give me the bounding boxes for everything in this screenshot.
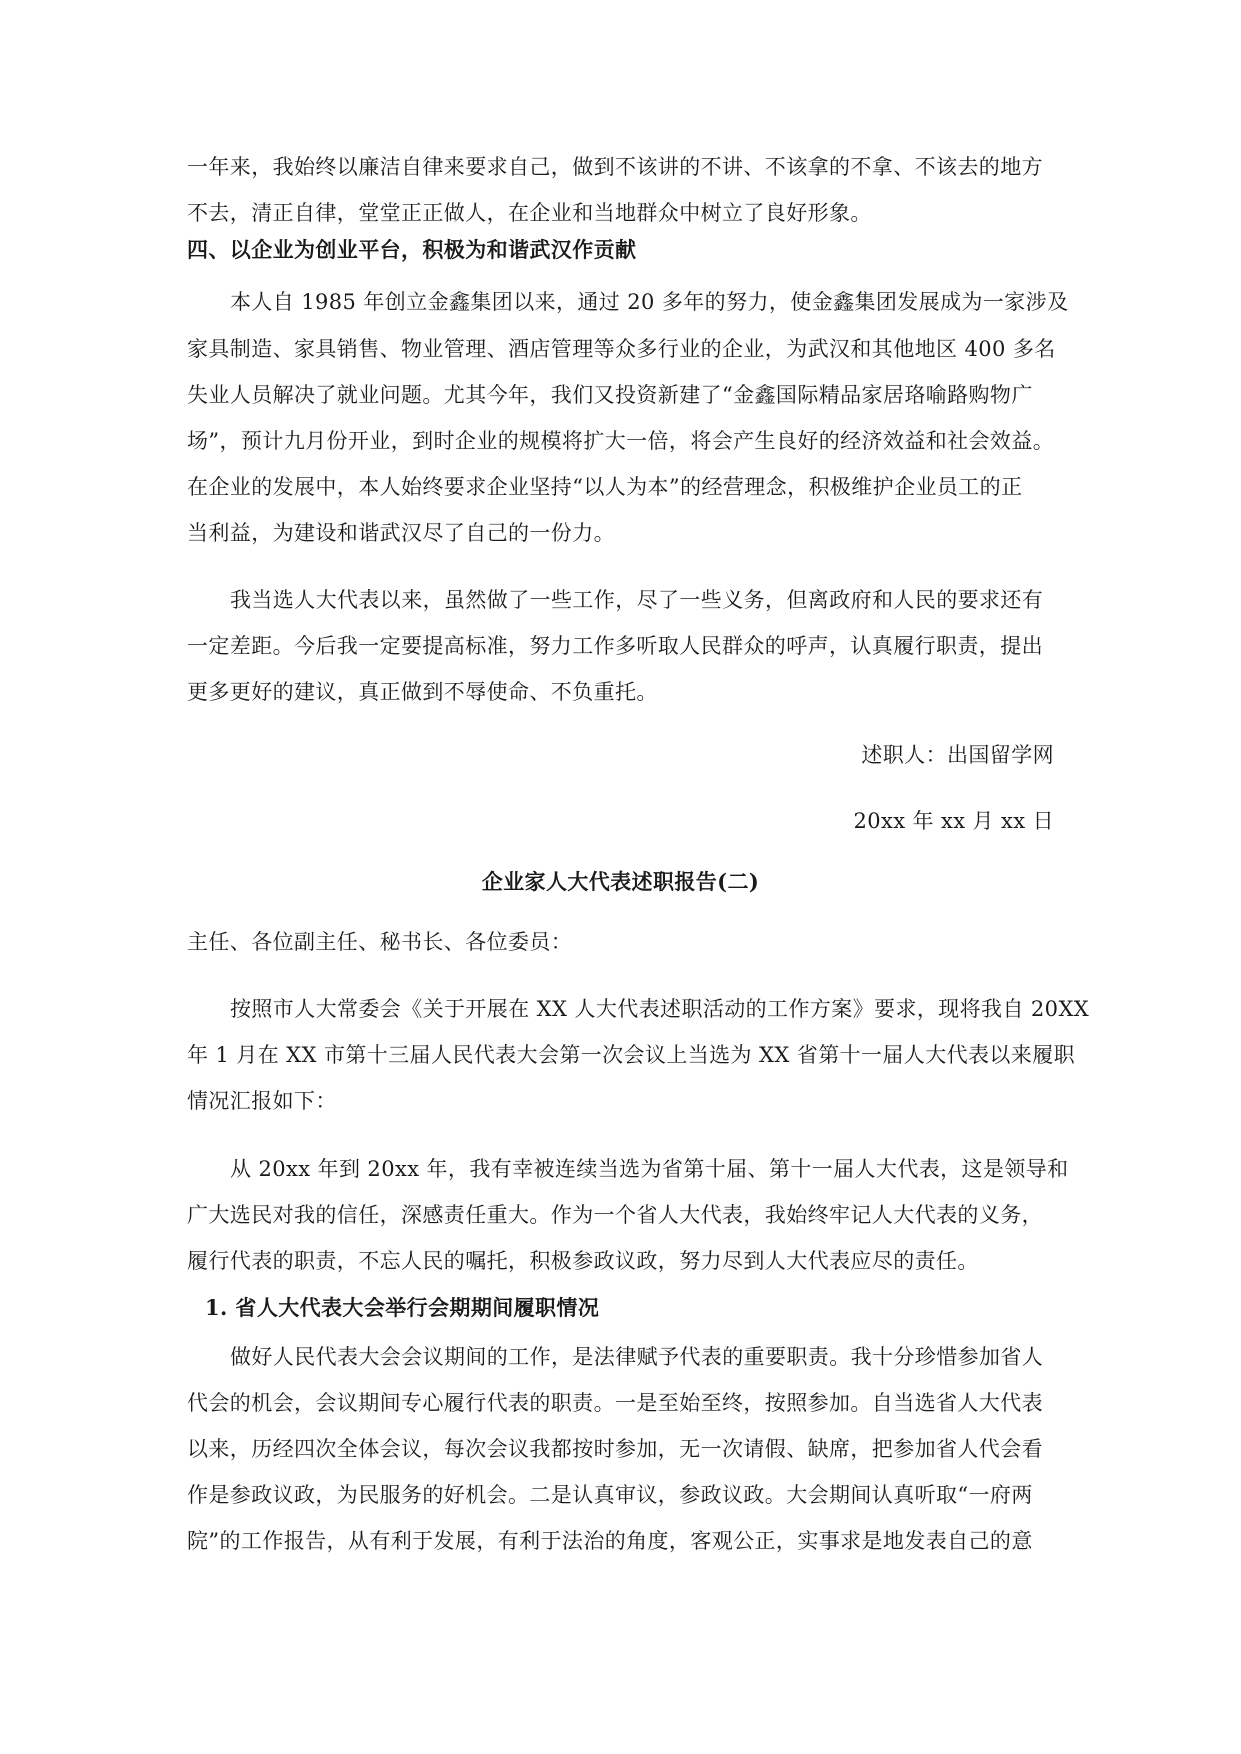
paragraph-line: 代会的机会，会议期间专心履行代表的职责。一是至始至终，按照参加。自当选省人大代表 <box>187 1391 1043 1415</box>
section-heading-4: 四、以企业为创业平台，积极为和谐武汉作贡献 <box>187 237 637 262</box>
paragraph-line: 场”，预计九月份开业，到时企业的规模将扩大一倍，将会产生良好的经济效益和社会效益。 <box>187 429 1055 453</box>
paragraph-line: 年 1 月在 XX 市第十三届人民代表大会第一次会议上当选为 XX 省第十一届人大代表以来履职 <box>187 1043 1076 1067</box>
paragraph-line: 失业人员解决了就业问题。尤其今年，我们又投资新建了“金鑫国际精品家居珞喻路购物广 <box>187 383 1033 407</box>
paragraph-line: 广大选民对我的信任，深感责任重大。作为一个省人大代表，我始终牢记人大代表的义务， <box>187 1203 1043 1227</box>
paragraph-line: 在企业的发展中，本人始终要求企业坚持“以人为本”的经营理念，积极维护企业员工的正 <box>187 475 1023 499</box>
paragraph-line: 院”的工作报告，从有利于发展，有利于法治的角度，客观公正，实事求是地发表自己的意 <box>187 1529 1033 1553</box>
paragraph-line: 履行代表的职责，不忘人民的嘱托，积极参政议政，努力尽到人大代表应尽的责任。 <box>187 1249 979 1273</box>
paragraph-line: 不去，清正自律，堂堂正正做人，在企业和当地群众中树立了良好形象。 <box>187 201 872 225</box>
paragraph-line: 情况汇报如下： <box>187 1089 337 1113</box>
paragraph-line: 一年来，我始终以廉洁自律来要求自己，做到不该讲的不讲、不该拿的不拿、不该去的地方 <box>187 155 1043 179</box>
paragraph-line: 从 20xx 年到 20xx 年，我有幸被连续当选为省第十届、第十一届人大代表，这是领导和 <box>230 1157 1069 1181</box>
paragraph-line: 一定差距。今后我一定要提高标准，努力工作多听取人民群众的呼声，认真履行职责，提出 <box>187 634 1043 658</box>
paragraph-line: 作是参政议政，为民服务的好机会。二是认真审议，参政议政。大会期间认真听取“一府两 <box>187 1483 1033 1507</box>
salutation: 主任、各位副主任、秘书长、各位委员： <box>187 930 573 954</box>
paragraph-line: 本人自 1985 年创立金鑫集团以来，通过 20 多年的努力，使金鑫集团发展成为一家涉及 <box>230 290 1069 314</box>
report-title: 企业家人大代表述职报告(二) <box>481 869 760 894</box>
signature: 述职人：出国留学网 <box>861 743 1054 767</box>
paragraph-line: 家具制造、家具销售、物业管理、酒店管理等众多行业的企业，为武汉和其他地区 400 多名 <box>187 337 1056 361</box>
paragraph-line: 按照市人大常委会《关于开展在 XX 人大代表述职活动的工作方案》要求，现将我自 20XX <box>230 997 1090 1021</box>
paragraph-line: 以来，历经四次全体会议，每次会议我都按时参加，无一次请假、缺席，把参加省人代会看 <box>187 1437 1043 1461</box>
section-heading-1: 1. 省人大代表大会举行会期期间履职情况 <box>205 1295 600 1320</box>
paragraph-line: 当利益，为建设和谐武汉尽了自己的一份力。 <box>187 521 615 545</box>
paragraph-line: 做好人民代表大会会议期间的工作，是法律赋予代表的重要职责。我十分珍惜参加省人 <box>230 1345 1044 1369</box>
paragraph-line: 我当选人大代表以来，虽然做了一些工作，尽了一些义务，但离政府和人民的要求还有 <box>230 588 1044 612</box>
date: 20xx 年 xx 月 xx 日 <box>853 809 1054 833</box>
paragraph-line: 更多更好的建议，真正做到不辱使命、不负重托。 <box>187 680 658 704</box>
